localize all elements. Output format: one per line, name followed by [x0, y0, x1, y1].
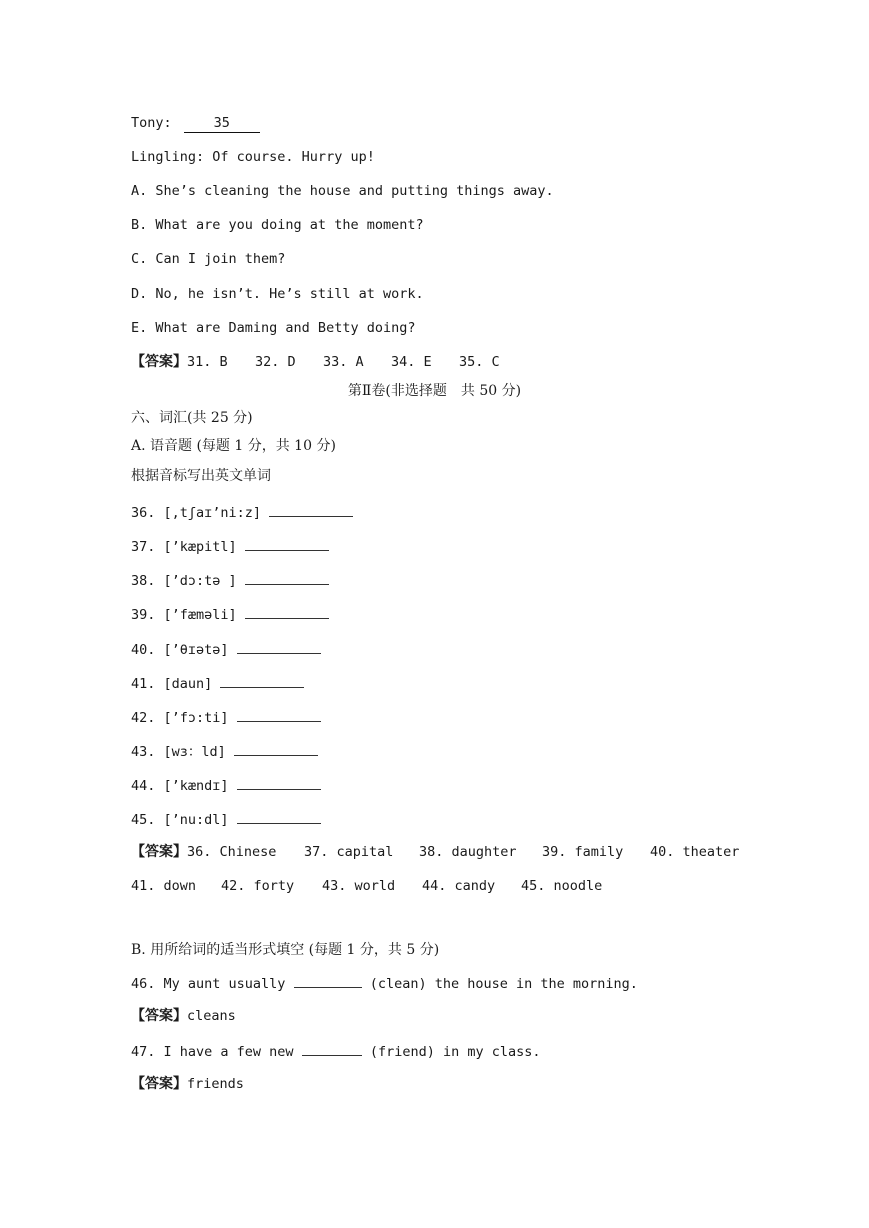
sectionB-title: B. 用所给词的适当形式填空 (每题 1 分，共 5 分)	[131, 942, 440, 958]
answer-blank	[234, 741, 318, 756]
answer-text: cleans	[187, 1008, 236, 1024]
phonetic-text: 42. [’fɔ:ti]	[131, 710, 229, 726]
tony-line	[131, 114, 260, 133]
tony-speaker: Tony:	[131, 115, 172, 131]
answer-blank	[237, 809, 321, 824]
answer-item: 31. B	[187, 354, 228, 370]
answer-blank	[237, 639, 321, 654]
answer-item: 35. C	[459, 354, 500, 370]
phonetic-text: 38. [’dɔ:tə ]	[131, 573, 237, 589]
answer-item: 34. E	[391, 354, 432, 370]
answer-item: 42. forty	[221, 878, 295, 894]
phonetic-text: 40. [’θɪətə]	[131, 642, 229, 658]
question-text: (friend) in my class.	[369, 1044, 541, 1060]
option-c: C. Can I join them?	[131, 251, 286, 267]
phonetic-text: 43. [wɜ：ld]	[131, 744, 226, 760]
phonetic-text: 39. [’fæməli]	[131, 607, 237, 623]
phonetic-text: 44. [’kændɪ]	[131, 778, 229, 794]
lingling-line: Lingling: Of course. Hurry up!	[131, 149, 375, 165]
answer-item: 45. noodle	[521, 878, 603, 894]
question-text: 46. My aunt usually	[131, 976, 286, 992]
phonetic-item-39	[131, 604, 329, 624]
option-e: E. What are Daming and Betty doing?	[131, 320, 416, 336]
answer-item: 33. A	[323, 354, 364, 370]
answer-46	[131, 1007, 236, 1025]
part2-title: 第Ⅱ卷(非选择题 共 50 分)	[347, 383, 522, 399]
answer-blank	[245, 604, 329, 619]
answer-blank	[294, 973, 362, 988]
phonetic-text: 41. [daun]	[131, 676, 213, 692]
answer-label: 【答案】	[131, 1008, 187, 1024]
answer-blank-35: 35	[184, 114, 260, 133]
question-text: (clean) the house in the morning.	[369, 976, 638, 992]
phonetic-item-37	[131, 536, 329, 556]
answer-text: friends	[187, 1076, 244, 1092]
answer-blank	[245, 536, 329, 551]
question-text: 47. I have a few new	[131, 1044, 294, 1060]
option-b: B. What are you doing at the moment?	[131, 217, 424, 233]
answer-item: 39. family	[542, 844, 624, 860]
answer-item: 43. world	[322, 878, 396, 894]
phonetic-item-36	[131, 502, 353, 522]
question-47	[131, 1041, 541, 1061]
answer-label: 【答案】	[131, 1076, 187, 1092]
answer-label: 【答案】	[131, 354, 187, 370]
answer-item: 38. daughter	[419, 844, 517, 860]
answer-label: 【答案】	[131, 844, 187, 860]
answer-item: 36. Chinese	[187, 844, 277, 860]
option-d: D. No, he isn’t. He’s still at work.	[131, 286, 424, 302]
phonetic-item-38	[131, 570, 329, 590]
phonetic-text: 45. [’nu:dl]	[131, 812, 229, 828]
answer-47	[131, 1075, 244, 1093]
answer-blank	[245, 570, 329, 585]
phonetic-item-42	[131, 707, 321, 727]
answer-item: 44. candy	[422, 878, 496, 894]
phonetic-item-43	[131, 741, 318, 761]
answer-key-41-45	[131, 877, 602, 895]
answer-blank	[237, 775, 321, 790]
option-a: A. She’s cleaning the house and putting things away.	[131, 183, 554, 199]
answer-key-31-35	[131, 353, 500, 371]
phonetic-text: 37. [’kæpitl]	[131, 539, 237, 555]
answer-blank	[302, 1041, 362, 1056]
question-46	[131, 973, 638, 993]
sectionA-instruction: 根据音标写出英文单词	[131, 468, 271, 484]
answer-key-36-40	[131, 843, 739, 861]
sectionA-title: A. 语音题 (每题 1 分，共 10 分)	[131, 438, 336, 454]
answer-item: 37. capital	[304, 844, 394, 860]
answer-item: 32. D	[255, 354, 296, 370]
answer-blank	[220, 673, 304, 688]
phonetic-text: 36. [,tʃaɪ’ni:z]	[131, 505, 262, 521]
phonetic-item-45	[131, 809, 321, 829]
phonetic-item-44	[131, 775, 321, 795]
answer-blank	[237, 707, 321, 722]
answer-blank	[269, 502, 353, 517]
phonetic-item-40	[131, 639, 321, 659]
section6-title: 六、词汇(共 25 分)	[131, 410, 253, 426]
answer-item: 41. down	[131, 878, 197, 894]
answer-item: 40. theater	[650, 844, 740, 860]
phonetic-item-41	[131, 673, 304, 693]
